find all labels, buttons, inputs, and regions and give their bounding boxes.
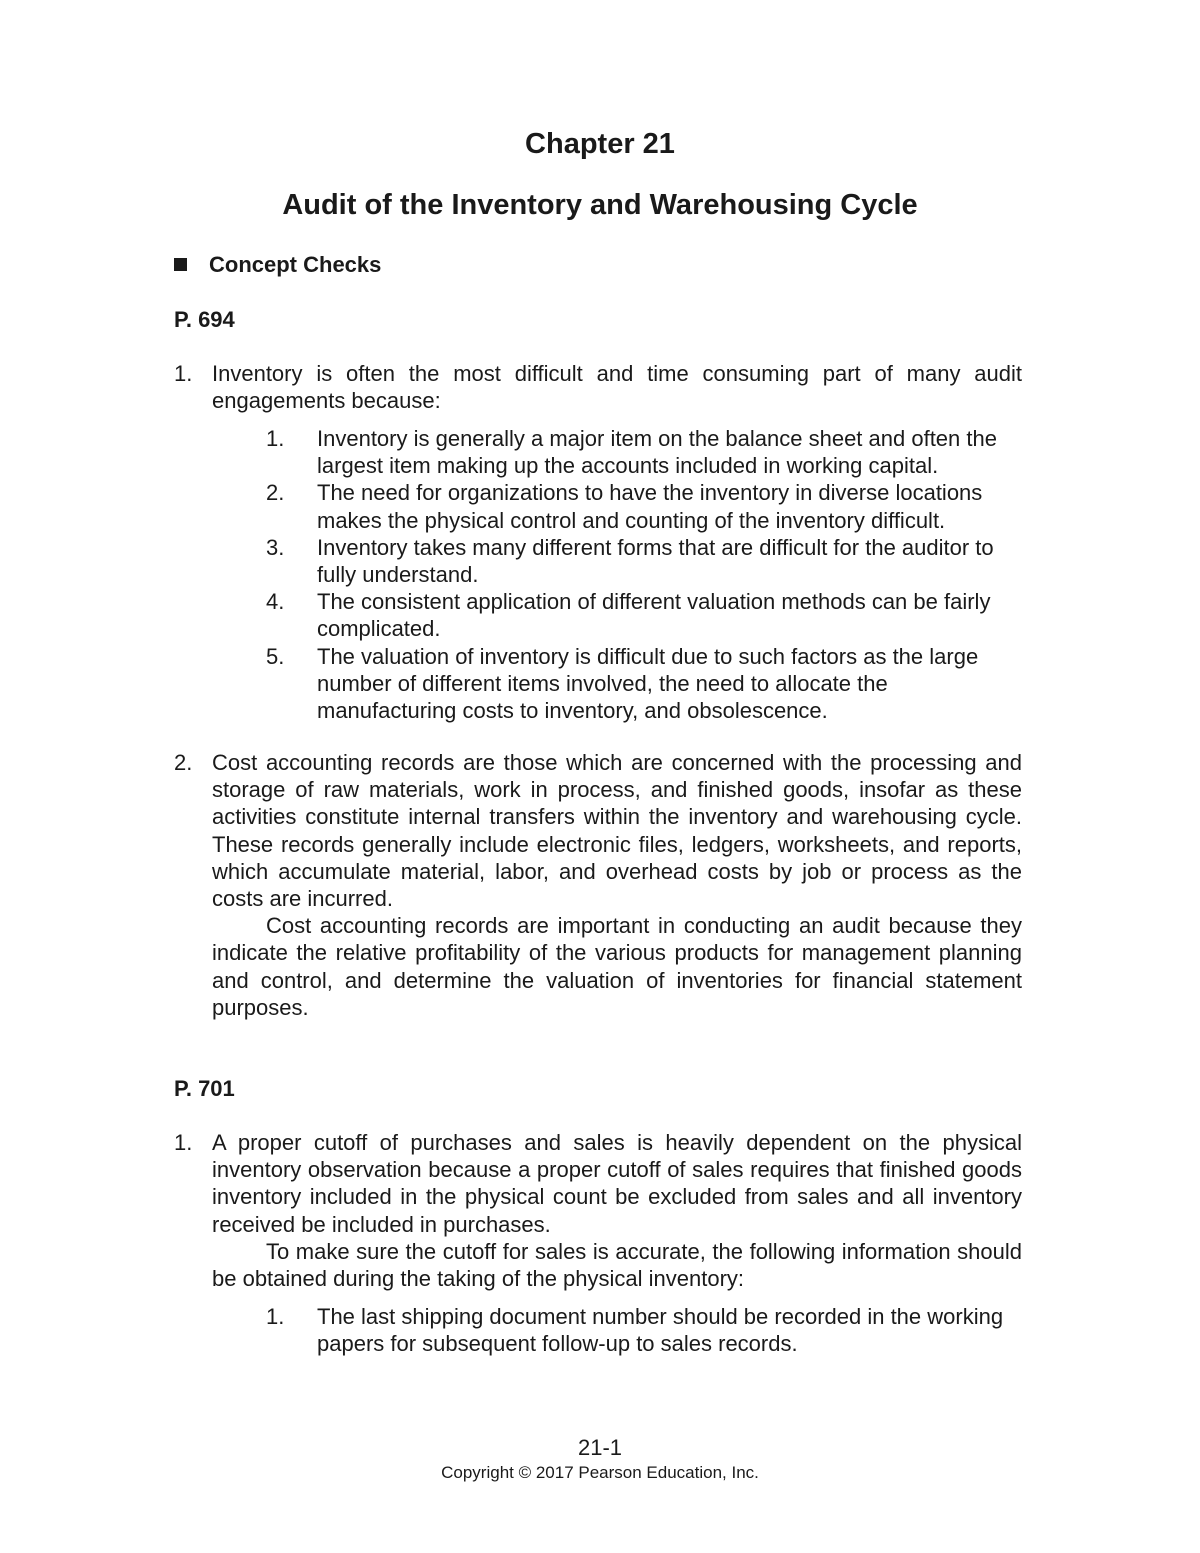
list-item-text: Inventory takes many different forms that are difficult for the auditor to fully understand. — [317, 534, 994, 588]
section-heading-text: Concept Checks — [209, 252, 382, 277]
list-item-number: 4. — [266, 589, 285, 615]
list-item-text: Inventory is generally a major item on the balance sheet and often the largest item making up the accounts included in working capital. — [317, 426, 997, 479]
list-item — [266, 1303, 1022, 1357]
list-item — [266, 479, 1022, 533]
chapter-title: Chapter 21 — [525, 128, 675, 160]
question-item — [174, 1129, 1022, 1292]
chapter-subtitle: Audit of the Inventory and Warehousing Cycle — [282, 189, 918, 221]
question-item — [174, 360, 1022, 414]
list-item-text: The valuation of inventory is difficult due to such factors as the large number of different items involved, the need to allocate the manufacturing costs to inventory, and obsolescence. — [317, 643, 979, 724]
question-text — [212, 749, 1022, 1021]
list-item-number: 1. — [266, 1304, 285, 1329]
question-paragraph: Inventory is often the most difficult and time consuming part of many audit engagements because: — [212, 361, 1022, 414]
list-item-number: 1. — [266, 426, 285, 451]
question-paragraph: Cost accounting records are important in conducting an audit because they indicate the relative profitability of the various products for management planning and control, and determine the valuation of inventories for financial statement purposes. — [212, 913, 1022, 1020]
question-text — [212, 360, 1022, 414]
question-number: 1. — [174, 361, 193, 386]
page-reference-694: P. 694 — [174, 307, 235, 332]
square-bullet-icon — [174, 258, 187, 271]
sub-list — [266, 425, 1022, 724]
list-item-number: 3. — [266, 534, 285, 560]
copyright-notice: Copyright © 2017 Pearson Education, Inc. — [441, 1463, 759, 1482]
list-item-number: 2. — [266, 480, 285, 506]
list-item — [266, 425, 1022, 479]
question-paragraph: To make sure the cutoff for sales is accurate, the following information should be obtained during the taking of the physical inventory: — [212, 1238, 1022, 1292]
question-number: 1. — [174, 1130, 193, 1155]
sub-list — [266, 1303, 1022, 1357]
question-paragraph: A proper cutoff of purchases and sales is heavily dependent on the physical inventory observation because a proper cutoff of sales requires that finished goods inventory included in the physical count be excluded from sales and all inventory received be included in purchases. — [212, 1130, 1022, 1237]
question-paragraph: Cost accounting records are those which are concerned with the processing and storage of raw materials, work in process, and finished goods, insofar as these activities constitute internal transfers within the inventory and warehousing cycle. These records generally include electronic files, ledgers, worksheets, and reports, which accumulate material, labor, and overhead costs by job or process as the costs are incurred. — [212, 750, 1022, 912]
list-item-text: The need for organizations to have the inventory in diverse locations makes the physical control and counting of the inventory difficult. — [317, 480, 983, 533]
page-reference-701: P. 701 — [174, 1076, 235, 1101]
question-item — [174, 749, 1022, 1021]
question-number: 2. — [174, 750, 193, 775]
page-number: 21-1 — [577, 1435, 623, 1460]
list-item-number: 5. — [266, 643, 285, 669]
list-item-text: The last shipping document number should be recorded in the working papers for subsequent follow-up to sales records. — [317, 1304, 1004, 1357]
list-item-text: The consistent application of different valuation methods can be fairly complicated. — [317, 589, 991, 642]
list-item — [266, 643, 1022, 725]
list-item — [266, 588, 1022, 642]
list-item — [266, 534, 1022, 588]
section-heading — [174, 251, 381, 279]
question-text — [212, 1129, 1022, 1292]
